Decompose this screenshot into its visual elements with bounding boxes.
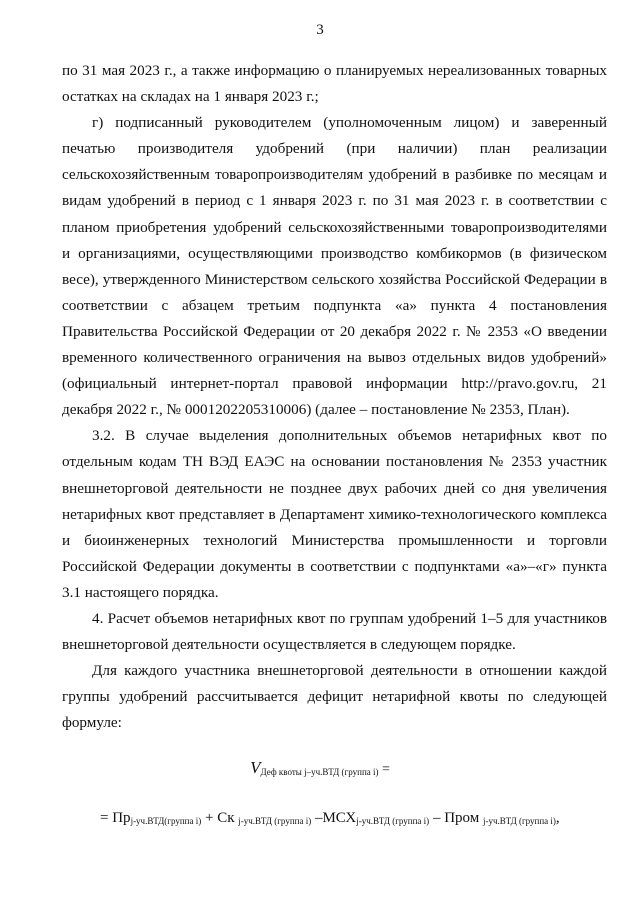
document-body <box>62 58 607 736</box>
formula-op-2: – <box>314 810 323 826</box>
formula-op-1: + <box>205 810 214 826</box>
formula-lhs-eq: = <box>382 762 390 777</box>
formula-term-2: Ск <box>217 810 235 826</box>
formula-lhs-sub: Деф квоты j–уч.ВТД (группа i) <box>260 767 379 777</box>
formula-term-1: Пр <box>112 810 131 826</box>
formula-rhs-eq: = <box>100 810 109 826</box>
formula-term-4-sub: j-уч.ВТД (группа i) <box>482 816 556 826</box>
paragraph-2: г) подписанный руководителем (уполномоченным лицом) и заверенный печатью производителя удобрений (при наличии) план реализации сельскохозяйственным товаропроизводителям удобрений в разбивке по месяцам и видам удобрений в период с 1 января 2023 г. по 31 мая 2023 г. в соответствии с планом приобретения удобрений сельскохозяйственными товаропроизводителями и организациями, осуществляющими производство комбикормов (в физическом весе), утвержденного Министерством сельского хозяйства Российской Федерации в соответствии с абзацем третьим подпункта «а» пункта 4 постановления Правительства Российской Федерации от 20 декабря 2022 г. № 2353 «О введении временного количественного ограничения на вывоз отдельных видов удобрений» (официальный интернет-портал правовой информации http://pravo.gov.ru, 21 декабря 2022 г., № 0001202205310006) (далее – постановление № 2353, План). <box>62 114 607 419</box>
paragraph-5: Для каждого участника внешнеторговой деятельности в отношении каждой группы удобрений рассчитывается дефицит нетарифной квоты по следующей формуле: <box>62 662 607 732</box>
paragraph-1: по 31 мая 2023 г., а также информацию о планируемых нереализованных товарных остатках на складах на 1 января 2023 г.; <box>62 62 607 106</box>
paragraph-4: 4. Расчет объемов нетарифных квот по группам удобрений 1–5 для участников внешнеторговой деятельности осуществляется в следующем порядке. <box>62 609 607 654</box>
formula-lhs <box>0 758 640 778</box>
formula-term-2-sub: j-уч.ВТД (группа i) <box>238 816 312 826</box>
formula-rhs <box>100 810 560 827</box>
formula-var: V <box>250 758 261 777</box>
formula-op-3: – <box>432 810 441 826</box>
formula-term-3: МСХ <box>322 810 357 826</box>
page-number: 3 <box>316 22 324 38</box>
formula-term-3-sub: j-уч.ВТД (группа i) <box>356 816 430 826</box>
formula-term-1-sub: j-уч.ВТД(группа i) <box>130 816 202 826</box>
formula-end: , <box>555 810 560 826</box>
paragraph-3: 3.2. В случае выделения дополнительных объемов нетарифных квот по отдельным кодам ТН ВЭД ЕАЭС на основании постановления № 2353 участник внешнеторговой деятельности не позднее двух рабочих дней со дня увеличения нетарифных квот представляет в Департамент химико-технологического комплекса и биоинженерных технологий Министерства промышленности и торговли Российской Федерации документы в соответствии с подпунктами «а»–«г» пункта 3.1 настоящего порядка. <box>62 427 607 601</box>
formula-term-4: Пром <box>444 810 480 826</box>
